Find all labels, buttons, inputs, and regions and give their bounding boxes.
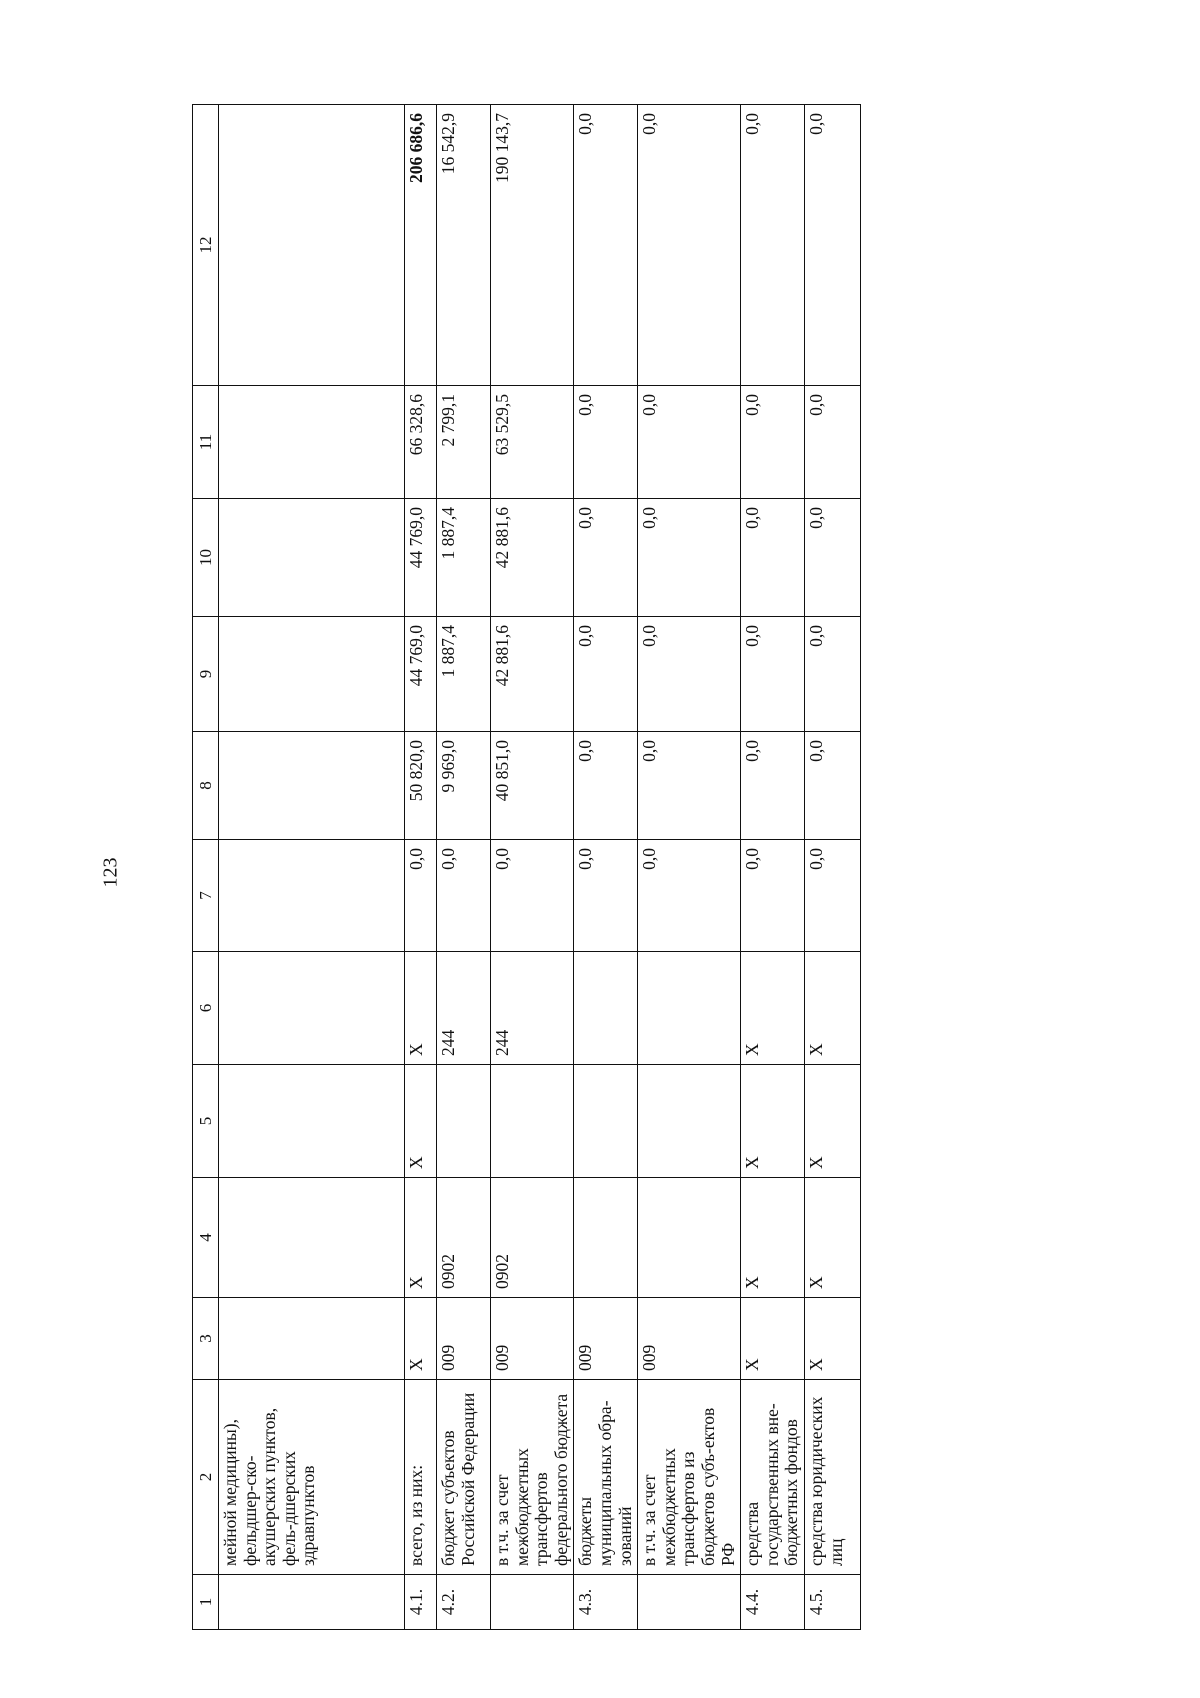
cell-col5 [574, 1065, 638, 1178]
cell-col5: Х [405, 1065, 437, 1178]
cell-col7: 0,0 [405, 840, 437, 952]
cell-col4: 0902 [491, 1178, 574, 1298]
cell-col8: 0,0 [638, 732, 741, 840]
cell-col9: 0,0 [741, 617, 805, 732]
cell-col10: 44 769,0 [405, 499, 437, 617]
row-number: 4.5. [804, 1575, 860, 1630]
cell-col4: Х [804, 1178, 860, 1298]
row-number: 4.3. [574, 1575, 638, 1630]
cell-col7: 0,0 [491, 840, 574, 952]
cell-col5 [437, 1065, 491, 1178]
table-row [638, 105, 741, 1630]
cell-col12: 190 143,7 [491, 105, 574, 386]
header-cell-2: 2 [193, 1380, 219, 1575]
cell-col10: 0,0 [574, 499, 638, 617]
cell-col9: 1 887,4 [437, 617, 491, 732]
cell-col11: 66 328,6 [405, 386, 437, 499]
header-cell-3: 3 [193, 1298, 219, 1380]
row-name: бюджет субъектов Российской Федерации [437, 1380, 491, 1575]
cell-col11 [219, 386, 405, 499]
row-name: средства юридических лиц [804, 1380, 860, 1575]
cell-col7: 0,0 [741, 840, 805, 952]
cell-col4 [638, 1178, 741, 1298]
cell-col11: 2 799,1 [437, 386, 491, 499]
cell-col8: 50 820,0 [405, 732, 437, 840]
cell-col6 [219, 952, 405, 1065]
cell-col11: 0,0 [638, 386, 741, 499]
cell-col10 [219, 499, 405, 617]
cell-col12: 0,0 [638, 105, 741, 386]
cell-col8: 0,0 [741, 732, 805, 840]
table-row [405, 105, 437, 1630]
table-row [804, 105, 860, 1630]
cell-col7: 0,0 [437, 840, 491, 952]
cell-col11: 0,0 [804, 386, 860, 499]
cell-col9: 44 769,0 [405, 617, 437, 732]
header-cell-6: 6 [193, 952, 219, 1065]
table-row [574, 105, 638, 1630]
cell-col6: 244 [491, 952, 574, 1065]
cell-col3 [219, 1298, 405, 1380]
cell-col7: 0,0 [638, 840, 741, 952]
cell-col4: 0902 [437, 1178, 491, 1298]
cell-col5 [638, 1065, 741, 1178]
row-name: в т.ч. за счет межбюджетных трансфертов из бюджетов субъ-ектов РФ [638, 1380, 741, 1575]
cell-col4: Х [405, 1178, 437, 1298]
cell-col11: 0,0 [574, 386, 638, 499]
cell-col6 [638, 952, 741, 1065]
table-row [491, 105, 574, 1630]
cell-col9: 42 881,6 [491, 617, 574, 732]
row-name: средства государственных вне-бюджетных фондов [741, 1380, 805, 1575]
cell-col7 [219, 840, 405, 952]
cell-col9: 0,0 [574, 617, 638, 732]
row-number [491, 1575, 574, 1630]
cell-col12: 0,0 [574, 105, 638, 386]
row-name: в т.ч. за счет межбюджетных трансфертов федерального бюджета [491, 1380, 574, 1575]
cell-col10: 0,0 [638, 499, 741, 617]
table-row [219, 105, 405, 1630]
cell-col5 [219, 1065, 405, 1178]
cell-col10: 0,0 [804, 499, 860, 617]
page-number-text: 123 [99, 857, 122, 887]
cell-col7: 0,0 [804, 840, 860, 952]
rotated-table-container [192, 105, 846, 1630]
header-cell-7: 7 [193, 840, 219, 952]
cell-col6 [574, 952, 638, 1065]
cell-col12: 0,0 [804, 105, 860, 386]
cell-col9: 0,0 [804, 617, 860, 732]
page-number [96, 852, 126, 892]
cell-col12: 0,0 [741, 105, 805, 386]
cell-col7: 0,0 [574, 840, 638, 952]
row-number [219, 1575, 405, 1630]
cell-col3: 009 [574, 1298, 638, 1380]
row-name: бюджеты муниципальных обра-зований [574, 1380, 638, 1575]
cell-col8: 9 969,0 [437, 732, 491, 840]
cell-col3: Х [741, 1298, 805, 1380]
row-name: всего, из них: [405, 1380, 437, 1575]
cell-col3: Х [405, 1298, 437, 1380]
cell-col12: 16 542,9 [437, 105, 491, 386]
cell-col5: Х [804, 1065, 860, 1178]
cell-col10: 0,0 [741, 499, 805, 617]
cell-col4 [574, 1178, 638, 1298]
cell-col4 [219, 1178, 405, 1298]
cell-col8: 0,0 [574, 732, 638, 840]
table-row [741, 105, 805, 1630]
cell-col10: 1 887,4 [437, 499, 491, 617]
cell-col9: 0,0 [638, 617, 741, 732]
row-number: 4.4. [741, 1575, 805, 1630]
header-cell-1: 1 [193, 1575, 219, 1630]
cell-col10: 42 881,6 [491, 499, 574, 617]
header-row [193, 105, 219, 1630]
cell-col11: 0,0 [741, 386, 805, 499]
cell-col6: Х [804, 952, 860, 1065]
cell-col12-total: 206 686,6 [405, 105, 437, 386]
cell-col11: 63 529,5 [491, 386, 574, 499]
budget-table [192, 104, 861, 1630]
cell-col6: Х [741, 952, 805, 1065]
header-cell-9: 9 [193, 617, 219, 732]
cell-col3: 009 [437, 1298, 491, 1380]
cell-col8: 40 851,0 [491, 732, 574, 840]
cell-col3: 009 [491, 1298, 574, 1380]
cell-col8: 0,0 [804, 732, 860, 840]
header-cell-11: 11 [193, 386, 219, 499]
cell-col9 [219, 617, 405, 732]
row-number: 4.1. [405, 1575, 437, 1630]
row-number [638, 1575, 741, 1630]
cell-col3: 009 [638, 1298, 741, 1380]
header-cell-4: 4 [193, 1178, 219, 1298]
cell-col4: Х [741, 1178, 805, 1298]
header-cell-12: 12 [193, 105, 219, 386]
cell-col5: Х [741, 1065, 805, 1178]
header-cell-8: 8 [193, 732, 219, 840]
header-cell-10: 10 [193, 499, 219, 617]
table-row [437, 105, 491, 1630]
row-name: мейной медицины), фельдшер-ско-акушерских пунктов, фель-дшерских здравпунктов [219, 1380, 405, 1575]
cell-col6: 244 [437, 952, 491, 1065]
cell-col12 [219, 105, 405, 386]
cell-col6: Х [405, 952, 437, 1065]
header-cell-5: 5 [193, 1065, 219, 1178]
cell-col8 [219, 732, 405, 840]
cell-col5 [491, 1065, 574, 1178]
row-number: 4.2. [437, 1575, 491, 1630]
cell-col3: Х [804, 1298, 860, 1380]
